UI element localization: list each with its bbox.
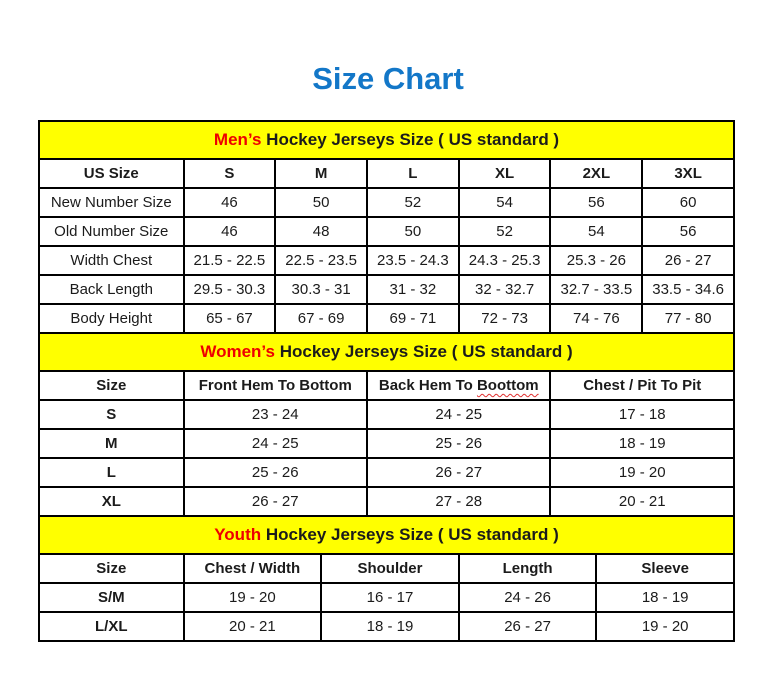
column-header: Sleeve [596, 554, 734, 583]
size-value: 69 - 71 [367, 304, 459, 333]
table-row [39, 429, 734, 458]
womens-section-banner [38, 332, 735, 372]
size-value: 24 - 25 [367, 400, 550, 429]
size-value: 54 [459, 188, 551, 217]
size-value: 22.5 - 23.5 [275, 246, 367, 275]
size-value: 52 [459, 217, 551, 246]
table-row [39, 400, 734, 429]
column-header: L [367, 159, 459, 188]
size-value: 32 - 32.7 [459, 275, 551, 304]
mens-banner-highlight: Men’s [213, 130, 262, 149]
size-value: 20 - 21 [184, 612, 322, 641]
size-value: 24.3 - 25.3 [459, 246, 551, 275]
mens-header-row [39, 159, 734, 188]
column-header: US Size [39, 159, 184, 188]
youth-header-row [39, 554, 734, 583]
size-value: 52 [367, 188, 459, 217]
size-value: 16 - 17 [321, 583, 459, 612]
column-header: Shoulder [321, 554, 459, 583]
row-label: New Number Size [39, 188, 184, 217]
row-label: Body Height [39, 304, 184, 333]
row-label: L [39, 458, 184, 487]
size-value: 26 - 27 [367, 458, 550, 487]
table-row [39, 275, 734, 304]
size-value: 56 [642, 217, 734, 246]
size-value: 31 - 32 [367, 275, 459, 304]
size-value: 25 - 26 [367, 429, 550, 458]
row-label: XL [39, 487, 184, 516]
womens-header-row [39, 371, 734, 400]
size-value: 26 - 27 [642, 246, 734, 275]
row-label: S [39, 400, 184, 429]
womens-size-table [38, 370, 735, 517]
size-value: 54 [550, 217, 642, 246]
row-label: L/XL [39, 612, 184, 641]
size-value: 18 - 19 [550, 429, 734, 458]
column-header: 2XL [550, 159, 642, 188]
mens-size-table [38, 158, 735, 334]
size-value: 46 [184, 188, 276, 217]
size-value: 21.5 - 22.5 [184, 246, 276, 275]
size-value: 18 - 19 [321, 612, 459, 641]
column-header: Size [39, 554, 184, 583]
size-value: 32.7 - 33.5 [550, 275, 642, 304]
youth-banner-highlight: Youth [214, 525, 262, 544]
column-header: Chest / Pit To Pit [550, 371, 734, 400]
size-value: 26 - 27 [459, 612, 597, 641]
size-value: 19 - 20 [184, 583, 322, 612]
row-label: Back Length [39, 275, 184, 304]
size-value: 24 - 25 [184, 429, 367, 458]
table-row [39, 188, 734, 217]
page-title: Size Chart [312, 61, 464, 96]
row-label: Old Number Size [39, 217, 184, 246]
row-label: Width Chest [39, 246, 184, 275]
size-value: 19 - 20 [550, 458, 734, 487]
youth-section-banner [38, 515, 735, 555]
size-chart-tables [38, 120, 735, 642]
size-value: 46 [184, 217, 276, 246]
mens-banner-text: Hockey Jerseys Size ( US standard ) [261, 130, 560, 149]
size-value: 65 - 67 [184, 304, 276, 333]
size-value: 74 - 76 [550, 304, 642, 333]
table-row [39, 217, 734, 246]
table-row [39, 458, 734, 487]
size-value: 19 - 20 [596, 612, 734, 641]
size-value: 25.3 - 26 [550, 246, 642, 275]
back-hem-label: Back Hem To [378, 377, 473, 394]
column-header: Length [459, 554, 597, 583]
column-header: M [275, 159, 367, 188]
womens-banner-text: Hockey Jerseys Size ( US standard ) [274, 342, 573, 361]
table-row [39, 246, 734, 275]
table-row [39, 583, 734, 612]
size-value: 26 - 27 [184, 487, 367, 516]
womens-banner-highlight: Women’s [200, 342, 275, 361]
row-label: S/M [39, 583, 184, 612]
column-header [367, 371, 550, 400]
size-value: 60 [642, 188, 734, 217]
size-value: 17 - 18 [550, 400, 734, 429]
column-header: S [184, 159, 276, 188]
size-value: 72 - 73 [459, 304, 551, 333]
misspelled-word: Boottom [476, 377, 539, 394]
size-value: 29.5 - 30.3 [184, 275, 276, 304]
size-value: 30.3 - 31 [275, 275, 367, 304]
table-row [39, 304, 734, 333]
size-value: 25 - 26 [184, 458, 367, 487]
table-row [39, 487, 734, 516]
size-value: 56 [550, 188, 642, 217]
size-value: 23.5 - 24.3 [367, 246, 459, 275]
size-value: 50 [275, 188, 367, 217]
row-label: M [39, 429, 184, 458]
column-header: Front Hem To Bottom [184, 371, 367, 400]
size-value: 33.5 - 34.6 [642, 275, 734, 304]
table-row [39, 612, 734, 641]
size-value: 24 - 26 [459, 583, 597, 612]
size-value: 48 [275, 217, 367, 246]
size-value: 18 - 19 [596, 583, 734, 612]
column-header: XL [459, 159, 551, 188]
size-value: 27 - 28 [367, 487, 550, 516]
size-value: 50 [367, 217, 459, 246]
size-value: 77 - 80 [642, 304, 734, 333]
column-header: Size [39, 371, 184, 400]
mens-section-banner [38, 120, 735, 160]
size-value: 20 - 21 [550, 487, 734, 516]
youth-banner-text: Hockey Jerseys Size ( US standard ) [261, 525, 559, 544]
size-value: 67 - 69 [275, 304, 367, 333]
youth-size-table [38, 553, 735, 642]
size-value: 23 - 24 [184, 400, 367, 429]
column-header: 3XL [642, 159, 734, 188]
column-header: Chest / Width [184, 554, 322, 583]
